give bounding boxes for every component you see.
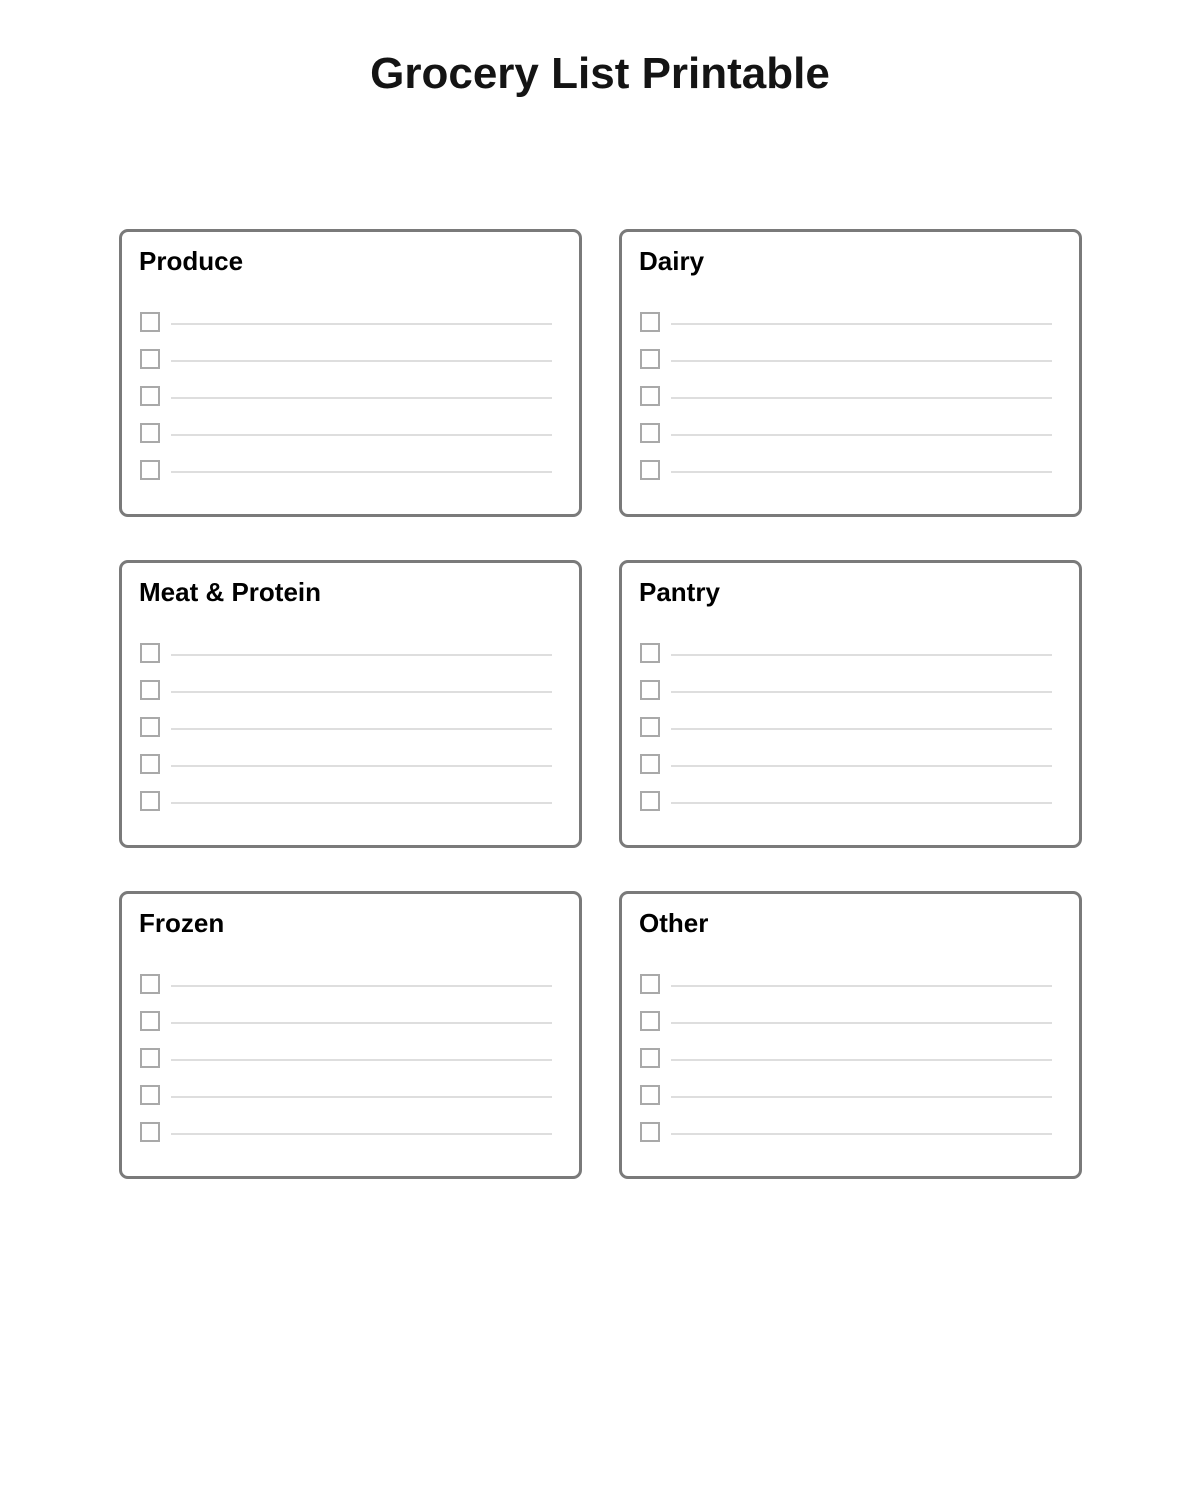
category-title: Pantry <box>639 577 720 607</box>
item-write-line[interactable] <box>171 1133 552 1135</box>
list-item <box>640 312 1052 349</box>
list-item <box>640 423 1052 460</box>
item-list <box>140 643 552 828</box>
item-write-line[interactable] <box>171 397 552 399</box>
list-item <box>640 680 1052 717</box>
item-write-line[interactable] <box>671 1022 1052 1024</box>
list-item <box>140 791 552 828</box>
item-checkbox[interactable] <box>640 1122 660 1142</box>
list-item <box>140 1048 552 1085</box>
category-card-frozen <box>119 891 582 1179</box>
item-checkbox[interactable] <box>640 312 660 332</box>
category-grid <box>119 229 1082 1179</box>
list-item <box>140 643 552 680</box>
item-write-line[interactable] <box>671 397 1052 399</box>
item-list <box>140 312 552 497</box>
item-checkbox[interactable] <box>640 1085 660 1105</box>
list-item <box>140 460 552 497</box>
item-list <box>640 312 1052 497</box>
item-checkbox[interactable] <box>640 1011 660 1031</box>
item-checkbox[interactable] <box>140 349 160 369</box>
list-item <box>640 460 1052 497</box>
item-checkbox[interactable] <box>140 717 160 737</box>
list-item <box>140 349 552 386</box>
item-write-line[interactable] <box>671 360 1052 362</box>
item-checkbox[interactable] <box>140 1122 160 1142</box>
item-write-line[interactable] <box>671 654 1052 656</box>
list-item <box>140 1122 552 1159</box>
item-checkbox[interactable] <box>640 460 660 480</box>
item-write-line[interactable] <box>671 1059 1052 1061</box>
item-checkbox[interactable] <box>640 754 660 774</box>
item-checkbox[interactable] <box>140 460 160 480</box>
list-item <box>640 1085 1052 1122</box>
item-checkbox[interactable] <box>640 680 660 700</box>
item-checkbox[interactable] <box>640 349 660 369</box>
item-checkbox[interactable] <box>640 717 660 737</box>
item-checkbox[interactable] <box>640 643 660 663</box>
list-item <box>140 1011 552 1048</box>
category-title: Other <box>639 908 709 938</box>
item-checkbox[interactable] <box>140 312 160 332</box>
item-write-line[interactable] <box>171 471 552 473</box>
list-item <box>640 643 1052 680</box>
item-write-line[interactable] <box>671 728 1052 730</box>
item-checkbox[interactable] <box>640 386 660 406</box>
item-write-line[interactable] <box>171 765 552 767</box>
list-item <box>140 680 552 717</box>
category-card-meat-protein <box>119 560 582 848</box>
category-title: Frozen <box>139 908 225 938</box>
item-list <box>640 974 1052 1159</box>
item-checkbox[interactable] <box>140 974 160 994</box>
item-write-line[interactable] <box>671 323 1052 325</box>
item-write-line[interactable] <box>671 802 1052 804</box>
list-item <box>140 974 552 1011</box>
item-list <box>140 974 552 1159</box>
item-write-line[interactable] <box>171 802 552 804</box>
list-item <box>640 754 1052 791</box>
list-item <box>640 974 1052 1011</box>
category-title: Dairy <box>639 246 705 276</box>
item-checkbox[interactable] <box>640 791 660 811</box>
page-title: Grocery List Printable <box>370 49 830 98</box>
list-item <box>140 386 552 423</box>
item-write-line[interactable] <box>171 654 552 656</box>
item-write-line[interactable] <box>671 1133 1052 1135</box>
item-checkbox[interactable] <box>640 974 660 994</box>
item-write-line[interactable] <box>171 360 552 362</box>
item-write-line[interactable] <box>171 691 552 693</box>
item-list <box>640 643 1052 828</box>
list-item <box>640 717 1052 754</box>
list-item <box>640 349 1052 386</box>
item-write-line[interactable] <box>171 323 552 325</box>
item-checkbox[interactable] <box>140 643 160 663</box>
category-card-other <box>619 891 1082 1179</box>
list-item <box>640 1048 1052 1085</box>
list-item <box>640 1011 1052 1048</box>
list-item <box>140 312 552 349</box>
category-card-pantry <box>619 560 1082 848</box>
item-write-line[interactable] <box>671 985 1052 987</box>
item-write-line[interactable] <box>171 728 552 730</box>
list-item <box>140 754 552 791</box>
item-write-line[interactable] <box>171 985 552 987</box>
item-checkbox[interactable] <box>140 386 160 406</box>
item-checkbox[interactable] <box>140 1085 160 1105</box>
item-checkbox[interactable] <box>140 1048 160 1068</box>
item-checkbox[interactable] <box>140 423 160 443</box>
item-write-line[interactable] <box>171 1022 552 1024</box>
category-card-produce <box>119 229 582 517</box>
item-write-line[interactable] <box>171 1096 552 1098</box>
item-checkbox[interactable] <box>140 1011 160 1031</box>
item-write-line[interactable] <box>671 1096 1052 1098</box>
list-item <box>640 1122 1052 1159</box>
item-write-line[interactable] <box>671 434 1052 436</box>
category-title: Produce <box>139 246 244 276</box>
list-item <box>140 1085 552 1122</box>
item-checkbox[interactable] <box>640 1048 660 1068</box>
category-card-dairy <box>619 229 1082 517</box>
item-checkbox[interactable] <box>140 754 160 774</box>
item-write-line[interactable] <box>171 434 552 436</box>
list-item <box>140 423 552 460</box>
list-item <box>140 717 552 754</box>
item-write-line[interactable] <box>171 1059 552 1061</box>
item-write-line[interactable] <box>671 691 1052 693</box>
item-write-line[interactable] <box>671 765 1052 767</box>
item-write-line[interactable] <box>671 471 1052 473</box>
category-title: Meat & Protein <box>139 577 322 607</box>
item-checkbox[interactable] <box>140 680 160 700</box>
list-item <box>640 386 1052 423</box>
item-checkbox[interactable] <box>140 791 160 811</box>
list-item <box>640 791 1052 828</box>
item-checkbox[interactable] <box>640 423 660 443</box>
